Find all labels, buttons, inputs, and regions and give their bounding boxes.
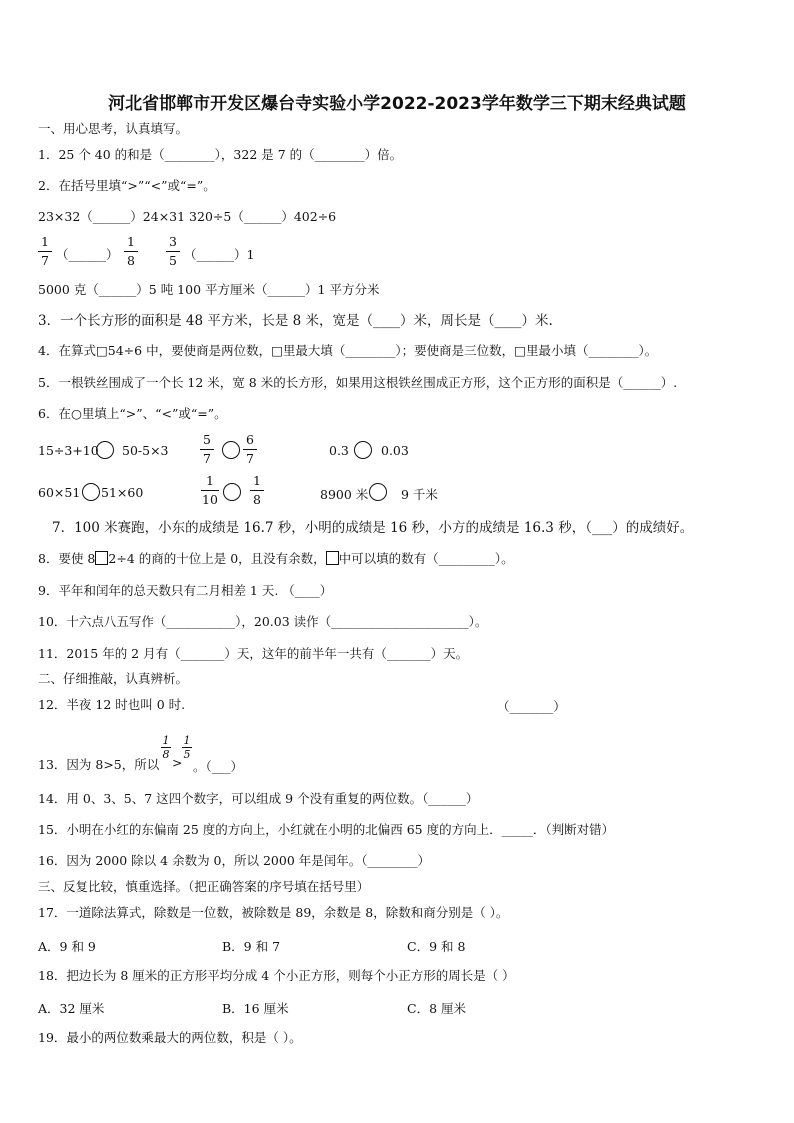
compare-circle [222, 441, 240, 459]
compare-circle [82, 483, 100, 501]
question-15: 15．小明在小红的东偏南 25 度的方向上，小红就在小明的北偏西 65 度的方向上．_____．（判断对错） [38, 822, 615, 837]
question-11: 11．2015 年的 2 月有（_______）天，这年的前半年一共有（_______）天。 [38, 646, 469, 661]
fraction-1-8: 1 8 [250, 474, 264, 507]
compare-circle [369, 483, 387, 501]
q6-row2-right: 51×60 [101, 485, 144, 500]
q6-row1-decimal-right: 0.03 [381, 443, 409, 458]
fraction-1-7: 1 7 [38, 235, 52, 268]
question-2a: 23×32（______）24×31 320÷5（______）402÷6 [38, 209, 337, 224]
q6-row1-right: 50-5×3 [122, 443, 169, 458]
blank-square [326, 551, 339, 565]
section-3-heading: 三、反复比较，慎重选择。（把正确答案的序号填在括号里） [38, 879, 370, 894]
section-2-heading: 二、仔细推敲，认真辨析。 [38, 671, 189, 686]
question-6: 6．在○里填上“>”、“<”或“=”。 [38, 406, 227, 421]
fraction-5-7: 5 7 [200, 433, 214, 466]
compare-circle [354, 441, 372, 459]
question-7: 7．100 米赛跑，小东的成绩是 16.7 秒，小明的成绩是 16 秒，小方的成绩是 16.3 秒，（___）的成绩好。 [52, 520, 694, 536]
question-12: 12．半夜 12 时也叫 0 时. [38, 697, 186, 712]
question-2c: 5000 克（______）5 吨 100 平方厘米（______）1 平方分米 [38, 282, 380, 297]
question-5: 5．一根铁丝围成了一个长 12 米，宽 8 米的长方形，如果用这根铁丝围成正方形，这个正方形的面积是（______）. [38, 375, 678, 390]
compare-circle [96, 441, 114, 459]
question-3: 3．一个长方形的面积是 48 平方米，长是 8 米，宽是（____）米，周长是（____）米. [38, 313, 553, 329]
q17-option-b: B．9 和 7 [222, 939, 281, 954]
question-2b-blank-1: （______） [56, 247, 119, 262]
question-13-text: 13．因为 8>5，所以 [38, 757, 160, 772]
fraction-1-8-small: 1 8 [162, 734, 170, 761]
q6-row1-decimal-left: 0.3 [329, 443, 349, 458]
question-13-blank: 。（___） [193, 759, 244, 774]
q18-option-c: C．8 厘米 [407, 1001, 466, 1016]
question-9: 9．平年和闰年的总天数只有二月相差 1 天. （____） [38, 583, 333, 598]
greater-than-sign: > [172, 755, 183, 770]
question-8: 8．要使 8 2÷4 的商的十位上是 0，且没有余数， 中可以填的数有（_________）。 [38, 551, 514, 566]
question-18: 18．把边长为 8 厘米的正方形平均分成 4 个小正方形，则每个小正方形的周长是（ ） [38, 968, 515, 983]
question-19: 19．最小的两位数乘最大的两位数，积是（ ）。 [38, 1030, 302, 1045]
fraction-1-8: 1 8 [124, 235, 138, 268]
question-2b-blank-2: （______）1 [184, 247, 255, 262]
question-16: 16．因为 2000 除以 4 余数为 0，所以 2000 年是闰年。（________） [38, 853, 430, 868]
q6-row2-left: 60×51 [38, 485, 81, 500]
question-14: 14．用 0、3、5、7 这四个数字，可以组成 9 个没有重复的两位数。（______） [38, 791, 479, 806]
fraction-3-5: 3 5 [166, 235, 180, 268]
question-4: 4．在算式□54÷6 中，要使商是两位数，□里最大填（________）；要使商是三位数，□里最小填（________）。 [38, 343, 658, 358]
q6-row2-length-left: 8900 米 [320, 487, 369, 502]
fraction-6-7: 6 7 [243, 433, 257, 466]
question-2: 2．在括号里填“>”“<”或“=”。 [38, 178, 216, 193]
q6-row2-length-right: 9 千米 [401, 487, 438, 502]
q6-row1-left: 15÷3+10 [38, 443, 99, 458]
q17-option-a: A．9 和 9 [38, 939, 96, 954]
fraction-1-5-small: 1 5 [183, 734, 191, 761]
q18-option-b: B．16 厘米 [222, 1001, 289, 1016]
fraction-1-10: 1 10 [202, 473, 218, 507]
compare-circle [223, 483, 241, 501]
q17-option-c: C．9 和 8 [407, 939, 466, 954]
question-10: 10．十六点八五写作（___________），20.03 读作（______________________）。 [38, 614, 488, 629]
page-title: 河北省邯郸市开发区爆台寺实验小学2022-2023学年数学三下期末经典试题 [108, 94, 686, 114]
question-17: 17．一道除法算式，除数是一位数，被除数是 89，余数是 8，除数和商分别是（ ）。 [38, 905, 509, 920]
blank-square [95, 551, 108, 565]
question-1: 1．25 个 40 的和是（________），322 是 7 的（________）倍。 [38, 147, 403, 162]
question-12-blank: （_______） [497, 699, 566, 714]
section-1-heading: 一、用心思考，认真填写。 [38, 121, 189, 136]
q18-option-a: A．32 厘米 [38, 1001, 105, 1016]
